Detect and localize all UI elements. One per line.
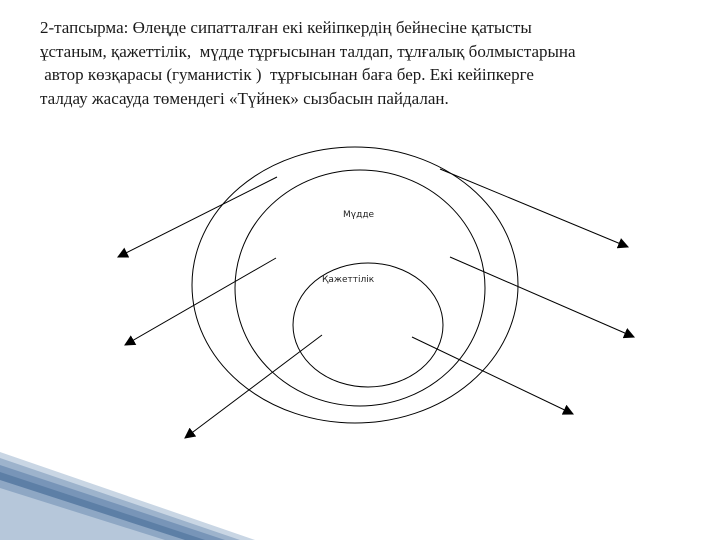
outer-circle xyxy=(192,147,518,423)
middle-label: Мүдде xyxy=(343,210,375,220)
arrow-mid-left xyxy=(125,258,276,345)
inner-label: Қажеттілік xyxy=(322,275,375,285)
arrow-mid-right xyxy=(450,257,634,337)
arrow-bottom-right xyxy=(412,337,573,414)
task-line: ұстаным, қажеттілік, мүдде тұрғысынан талдап, тұлғалық болмыстарына xyxy=(40,41,576,61)
task-line: автор көзқарасы (гуманистік ) тұрғысынан баға бер. Екі кейіпкерге xyxy=(40,65,534,84)
task-line: талдау жасауда төмендегі «Түйнек» сызбасын пайдалан. xyxy=(40,88,449,108)
middle-circle xyxy=(235,170,485,406)
arrow-top-left xyxy=(118,177,277,257)
task-line: 2-тапсырма: Өлеңде сипатталған екі кейіпкердің бейнесіне қатысты xyxy=(40,18,532,37)
arrow-top-right xyxy=(440,169,628,247)
